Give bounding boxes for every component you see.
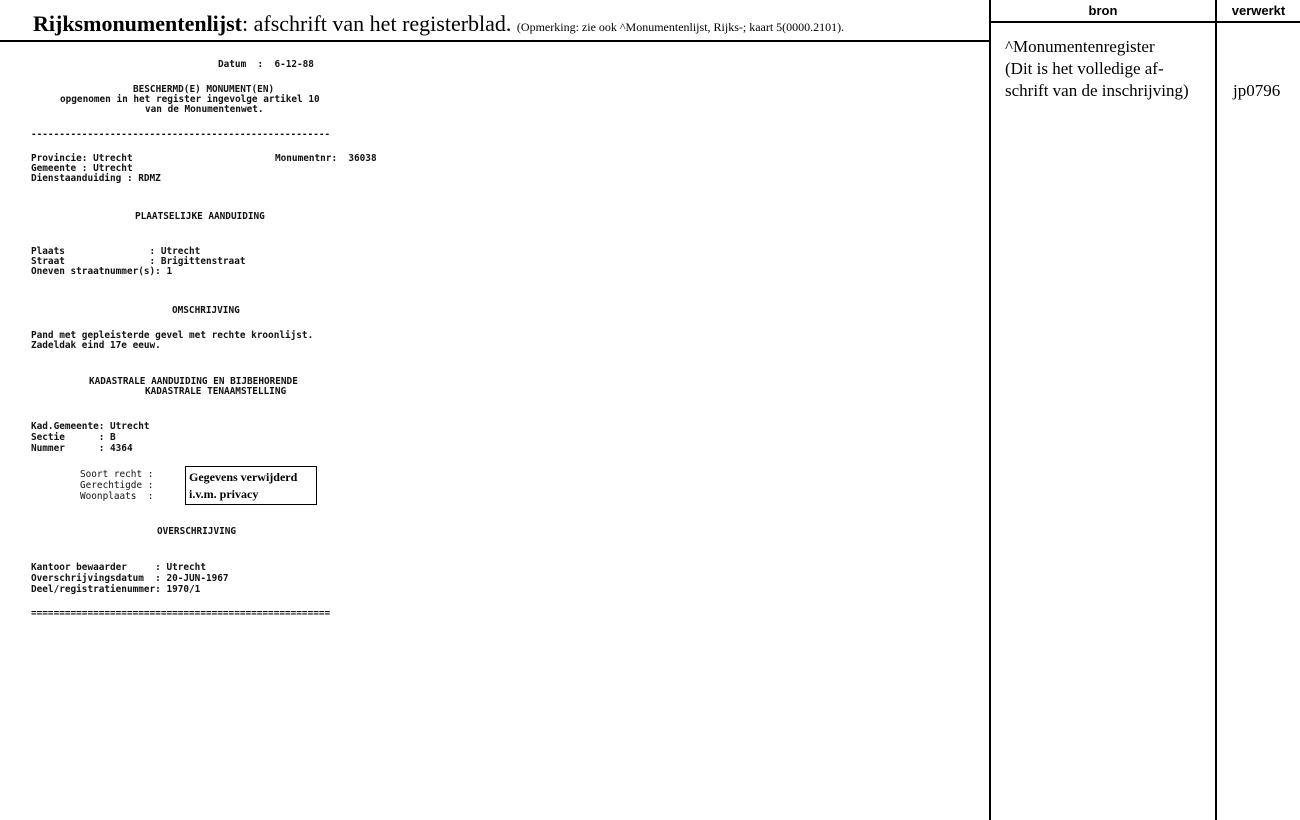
straatnummers: Oneven straatnummer(s): 1: [31, 266, 173, 277]
section-heading: KADASTRALE AANDUIDING EN BIJBEHORENDE: [89, 376, 298, 387]
verwerkt-cell: jp0796: [1233, 81, 1281, 100]
title-bold: Rijksmonumentenlijst: [33, 11, 243, 36]
register-date: Datum : 6-12-88: [218, 59, 314, 70]
title-rule: [0, 40, 990, 42]
register-heading-line: van de Monumentenwet.: [145, 104, 264, 115]
column-divider-right: [1215, 0, 1217, 820]
monument-number: Monumentnr: 36038: [275, 153, 377, 164]
privacy-line: Gegevens verwijderd: [189, 470, 298, 484]
soort-recht-label: Soort recht :: [80, 469, 154, 480]
title-note: (Opmerking: zie ook ^Monumentenlijst, Rijks-; kaart 5(0000.2101).: [516, 20, 845, 34]
sectie: Sectie : B: [31, 432, 116, 443]
section-heading: OVERSCHRIJVING: [157, 526, 237, 537]
bron-line: (Dit is het volledige af-: [1005, 59, 1164, 78]
overschrijvingsdatum: Overschrijvingsdatum : 20-JUN-1967: [31, 573, 229, 584]
provincie: Provincie: Utrecht: [31, 153, 133, 164]
privacy-line: i.v.m. privacy: [189, 487, 259, 501]
header-rule: [989, 21, 1300, 23]
dienstaanduiding: Dienstaanduiding : RDMZ: [31, 173, 161, 184]
column-header-verwerkt: verwerkt: [1231, 3, 1286, 18]
straat: Straat : Brigittenstraat: [31, 256, 246, 267]
card-title: [33, 10, 844, 41]
deel-registratienummer: Deel/registratienummer: 1970/1: [31, 584, 201, 595]
section-heading: OMSCHRIJVING: [172, 305, 240, 316]
column-header-bron: bron: [1088, 3, 1118, 18]
omschrijving-line: Zadeldak eind 17e eeuw.: [31, 340, 161, 351]
privacy-notice: [185, 466, 317, 505]
plaats: Plaats : Utrecht: [31, 246, 201, 257]
gerechtigde-label: Gerechtigde :: [80, 480, 154, 491]
bron-cell: [1005, 36, 1215, 102]
woonplaats-label: Woonplaats :: [80, 491, 154, 502]
section-heading: PLAATSELIJKE AANDUIDING: [135, 211, 265, 222]
title-rest: : afschrift van het registerblad.: [242, 11, 512, 36]
bron-line: schrift van de inschrijving): [1005, 81, 1189, 100]
nummer: Nummer : 4364: [31, 443, 133, 454]
column-divider-left: [989, 0, 991, 820]
omschrijving-line: Pand met gepleisterde gevel met rechte kroonlijst.: [31, 330, 314, 341]
register-separator: -----------------------------------------------------: [31, 129, 331, 140]
register-heading-line: opgenomen in het register ingevolge artikel 10: [60, 94, 320, 105]
kad-gemeente: Kad.Gemeente: Utrecht: [31, 421, 150, 432]
kantoor-bewaarder: Kantoor bewaarder : Utrecht: [31, 562, 206, 573]
register-heading-line: BESCHERMD(E) MONUMENT(EN): [133, 84, 275, 95]
section-heading: KADASTRALE TENAAMSTELLING: [145, 386, 287, 397]
bron-line: ^Monumentenregister: [1005, 37, 1155, 56]
gemeente: Gemeente : Utrecht: [31, 163, 133, 174]
register-end-separator: =====================================================: [31, 608, 331, 619]
